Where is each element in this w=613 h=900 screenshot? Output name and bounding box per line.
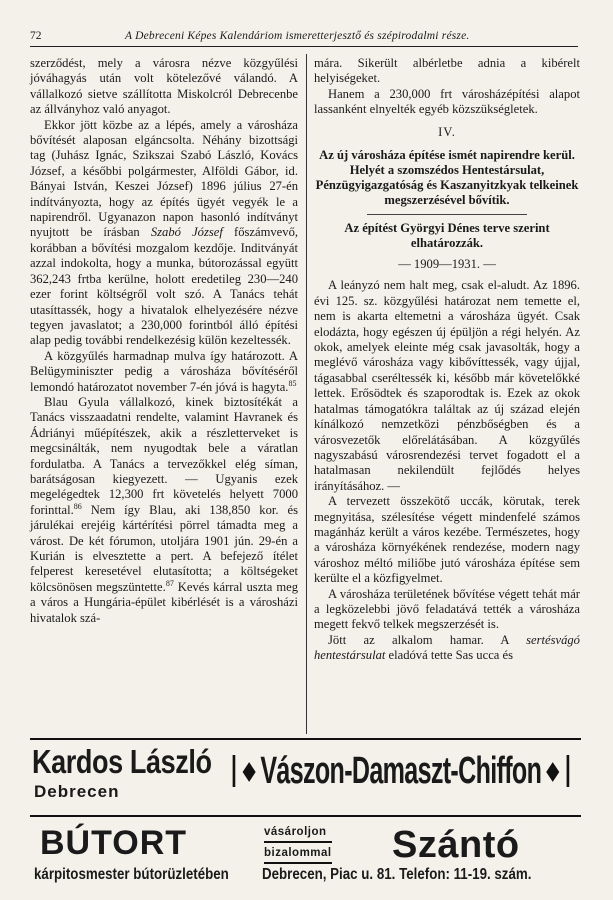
paragraph: A leányzó nem halt meg, csak el-aludt. Az 1896. évi 125. sz. közgyűlési határozat nem temette el, nem is akarta eltemetni a városháza ügyét. Csak elodázta, hogy egészen új épüljön a régi helyén. Az okok, amelyek eleinte még csak javasolták, hogy a meglévő városháza vagy kibővíttessék, vagy újjal, tágasabbal cseréltessék ki, később már követelőkké lettek. Erősödtek és szaporodtak is. Ezek az okok hatalmas támogatókra találtak az új század elején kínálkozó nemzetközi pénzbőségben és a városvezetők előrelátásában. A közgyűlés nagyszabású városrendezési tervet fogadott el a hatalmasan nekilendült fejlődés helyes irányításához. — bbox=[314, 278, 580, 493]
ad-szanto-owner: Szántó bbox=[392, 824, 520, 866]
paragraph: A tervezett összekötő uccák, körutak, terek megnyitása, szélesítése végett mindenfelé számos magánház került a város kezébe. Természetes, hogy a városháza környékének rendezése, modern nagy városhoz méltó miliőbe jutó városháza építése sem kerülte el a közfigyelmet. bbox=[314, 494, 580, 586]
paragraph: szerződést, mely a városra nézve közgyűlési jóváhagyás után volt kötelezővé válandó. A vállalkozó sietve szállította Miskolcról Debrecenbe az állványhoz való anyagot. bbox=[30, 56, 298, 117]
paragraph: A közgyűlés harmadnap mulva így határozott. A Belügyminiszter pedig a városháza bővítéséről lemondó határozatot november 7-én jóvá is hagyta.$^{85}$ bbox=[30, 348, 298, 394]
bar-ornament bbox=[566, 755, 569, 787]
page-number: 72 bbox=[30, 30, 42, 42]
paragraph: Ekkor jött közbe az a lépés, amely a városháza bővítését alaposan elgáncsolta. Néhány bizottsági tag (Juhász Ignác, Szikszai Szabó László, Kovács József, a későbbi polgármester, Alföldi Gábor, id. Bányai István, Keszei József) 1896 július 27-én indítványozta, hogy az építés ügyét vegyék le a napirendről. Ugyanazon napon hasonló indítványt nyujtott be írásban Szabó József főszámvevő, korábban a bővítési mozgalom kezdője. Inditványát azzal indokolta, hogy a munka, bútorozással együtt 362,243 frtba kerülne, holott eredetileg 230—240 ezer forint költségről volt szó. A Tanács tehát utasíttassék, hogy a hivatalok elhelyezésére nézve tegyen javaslatot; a 230,000 forintból álló építési alap pedig további rendelkezésig külön kezeltessék. bbox=[30, 117, 299, 348]
section-number: IV. bbox=[438, 124, 456, 139]
ad-szanto-subtitle: kárpitosmester bútorüzletében bbox=[34, 866, 229, 883]
left-column bbox=[30, 56, 298, 626]
column-divider bbox=[306, 54, 307, 734]
right-column bbox=[314, 56, 580, 664]
diamond-icon bbox=[546, 762, 559, 782]
inline-name: Szabó József bbox=[150, 225, 223, 240]
ad-szanto-tagline bbox=[264, 824, 332, 866]
running-title: A Debreceni Képes Kalendáriom ismeretterjesztő és szépirodalmi része. bbox=[125, 30, 470, 42]
paragraph: A városháza területének bővítése végett tehát már a legközelebbi jövő feladatává tették a városháza megett fekvő telkek megszerzését is. bbox=[314, 586, 580, 632]
paragraph: Hanem a 230,000 frt városházépítési alapot lassanként elnyelték egyéb közszükségletek. bbox=[314, 86, 580, 117]
paragraph: Jött az alkalom hamar. A sertésvágó hentestársulat eladóvá tette Sas ucca és bbox=[314, 632, 580, 663]
ad-middle-rule bbox=[30, 815, 581, 817]
ad-kardos-city: Debrecen bbox=[34, 782, 120, 801]
footnote-ref: 85 bbox=[288, 378, 297, 388]
paragraph: mára. Sikerült albérletbe adnia a kibérelt helyiségeket. bbox=[314, 56, 580, 86]
ad-kardos-name: Kardos László bbox=[32, 743, 212, 780]
paragraph: Blau Gyula vállalkozó, kinek biztosítékát a Tanács visszaadatni rendelte, valamint Havranek és Ádriányi műépítészek, akik a részletterveket is megcsinálták, nem nyugodtak bele a váratlan fordulatba. A Tanács a tervezőkkel elég síman, barátságosan kiegyezett. — Ugyanis ezek megelégedtek 12,300 frt követelés helyett 7000 forinttal.$^{86}$ Nem így Blau, aki 138,850 kor. és járulékai erejéig kártérítési pörrel támadta meg a várost. De két fórumon, utoljára 1901 jún. 29-én a Kurián is elvesztette a pert. A befejező ítélet felperest keresetével elutasította; a költségeket kölcsönösen megszüntette.$^{87}$ Kevés kárral uszta meg a város a Hungária-épület kibérlését is a városházi hivatalok szá- bbox=[30, 394, 298, 625]
ad-kardos-goods: Vászon-Damaszt-Chiffon bbox=[260, 750, 542, 792]
ad-szanto-big-word: BÚTORT bbox=[40, 824, 188, 862]
bar-ornament bbox=[233, 755, 236, 787]
running-header bbox=[30, 30, 578, 47]
ad-top-rule bbox=[30, 738, 581, 740]
diamond-icon bbox=[243, 762, 256, 782]
section-subheading: Az építést Györgyi Dénes terve szerint elhatározzák. bbox=[344, 221, 550, 251]
italic-phrase: sertésvágó hentestársulat bbox=[314, 632, 580, 663]
footnote-ref: 87 bbox=[165, 578, 174, 588]
section-heading: Az új városháza építése ismét napirendre kerül. Helyét a szomszédos Hentestársulat, Pénzügyigazgatóság és Kaszanyitzkyak telkeinek megszerzésével bővítik. bbox=[315, 148, 579, 208]
heading-separator bbox=[367, 214, 527, 215]
ad-kardos-goods-line bbox=[230, 750, 572, 793]
ad-szanto-tagline-2: bizalommal bbox=[264, 845, 332, 864]
footnote-ref: 86 bbox=[73, 501, 82, 511]
year-range: — 1909—1931. — bbox=[398, 257, 496, 272]
ad-szanto-tagline-1: vásároljon bbox=[264, 824, 332, 843]
ad-szanto-address: Debrecen, Piac u. 81. Telefon: 11-19. szám. bbox=[262, 866, 532, 883]
